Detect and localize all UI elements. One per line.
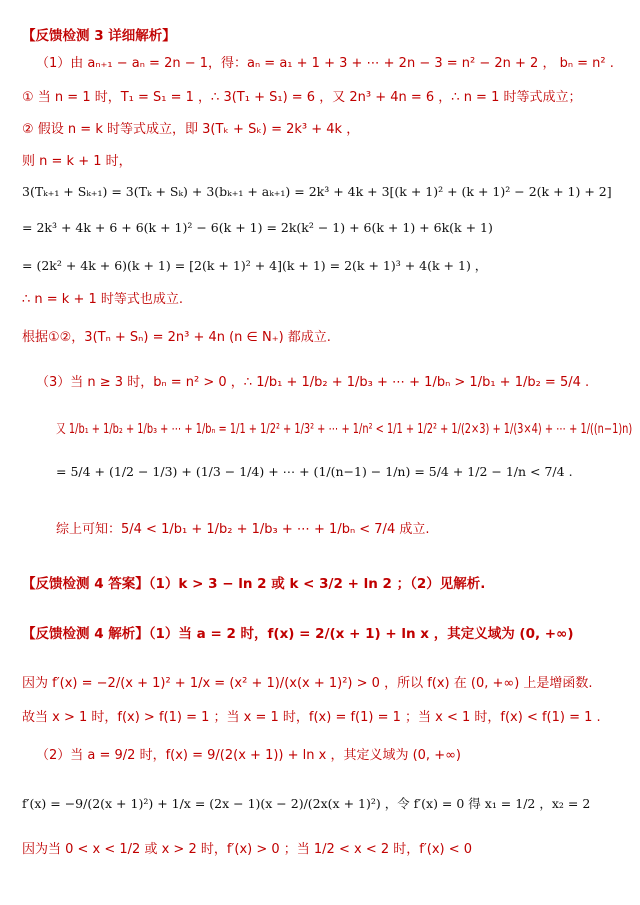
text-line-6: 3(Tₖ₊₁ + Sₖ₊₁) = 3(Tₖ + Sₖ) + 3(bₖ₊₁ + aₖ₊₁) = 2k³ + 4k + 3[(k + 1)² + (k + 1)² − 2(k + 1) + 2]	[22, 184, 612, 199]
text-line-5: 则 n = k + 1 时，	[22, 154, 132, 169]
text-line-11: （3）当 n ≥ 3 时，bₙ = n² > 0 ，∴ 1/b₁ + 1/b₂ + 1/b₃ + ⋯ + 1/bₙ > 1/b₁ + 1/b₂ = 5/4 .	[36, 375, 590, 390]
text-line-4: ② 假设 n = k 时等式成立，即 3(Tₖ + Sₖ) = 2k³ + 4k ，	[22, 122, 360, 137]
text-line-9: ∴ n = k + 1 时等式也成立.	[22, 292, 184, 307]
text-line-16: 【反馈检测 4 解析】（1）当 a = 2 时，f(x) = 2/(x + 1) + ln x ，其定义域为 (0, +∞)	[22, 626, 574, 642]
text-line-12: 又 1/b₁ + 1/b₂ + 1/b₃ + ⋯ + 1/bₙ = 1/1 + 1/2² + 1/3² + ⋯ + 1/n² < 1/1 + 1/2² + 1/(2×3) + 1/(3×4) + ⋯ + 1/((n−1)n)	[56, 422, 633, 437]
text-line-15: 【反馈检测 4 答案】（1）k > 3 − ln 2 或 k < 3/2 + ln 2 ；（2）见解析.	[22, 576, 486, 592]
text-line-10: 根据①②，3(Tₙ + Sₙ) = 2n³ + 4n (n ∈ N₊) 都成立.	[22, 330, 331, 345]
text-line-7: = 2k³ + 4k + 6 + 6(k + 1)² − 6(k + 1) = 2k(k² − 1) + 6(k + 1) + 6k(k + 1)	[22, 220, 493, 235]
text-line-21: 因为当 0 < x < 1/2 或 x > 2 时，f′(x) > 0 ；当 1/2 < x < 2 时，f′(x) < 0	[22, 842, 473, 857]
text-line-20: f′(x) = −9/(2(x + 1)²) + 1/x = (2x − 1)(x − 2)/(2x(x + 1)²) ，令 f′(x) = 0 得 x₁ = 1/2 ，x₂ = 2	[22, 796, 591, 811]
text-line-8: = (2k² + 4k + 6)(k + 1) = [2(k + 1)² + 4](k + 1) = 2(k + 1)³ + 4(k + 1) ，	[22, 258, 488, 273]
text-line-17: 因为 f′(x) = −2/(x + 1)² + 1/x = (x² + 1)/(x(x + 1)²) > 0 ，所以 f(x) 在 (0, +∞) 上是增函数.	[22, 676, 593, 691]
text-line-14: 综上可知：5/4 < 1/b₁ + 1/b₂ + 1/b₃ + ⋯ + 1/bₙ < 7/4 成立.	[56, 522, 430, 537]
text-line-1: 【反馈检测 3 详细解析】	[22, 28, 176, 44]
text-line-13: = 5/4 + (1/2 − 1/3) + (1/3 − 1/4) + ⋯ + (1/(n−1) − 1/n) = 5/4 + 1/2 − 1/n < 7/4 .	[56, 464, 573, 479]
text-line-18: 故当 x > 1 时，f(x) > f(1) = 1 ；当 x = 1 时，f(x) = f(1) = 1 ；当 x < 1 时，f(x) < f(1) = 1 .	[22, 710, 601, 725]
text-line-3: ① 当 n = 1 时，T₁ = S₁ = 1 ，∴ 3(T₁ + S₁) = 6 ，又 2n³ + 4n = 6 ，∴ n = 1 时等式成立；	[22, 90, 582, 105]
text-line-19: （2）当 a = 9/2 时，f(x) = 9/(2(x + 1)) + ln x ，其定义域为 (0, +∞)	[36, 748, 461, 763]
text-line-2: （1）由 aₙ₊₁ − aₙ = 2n − 1，得：aₙ = a₁ + 1 + 3 + ⋯ + 2n − 3 = n² − 2n + 2 ， bₙ = n² .	[36, 56, 614, 71]
